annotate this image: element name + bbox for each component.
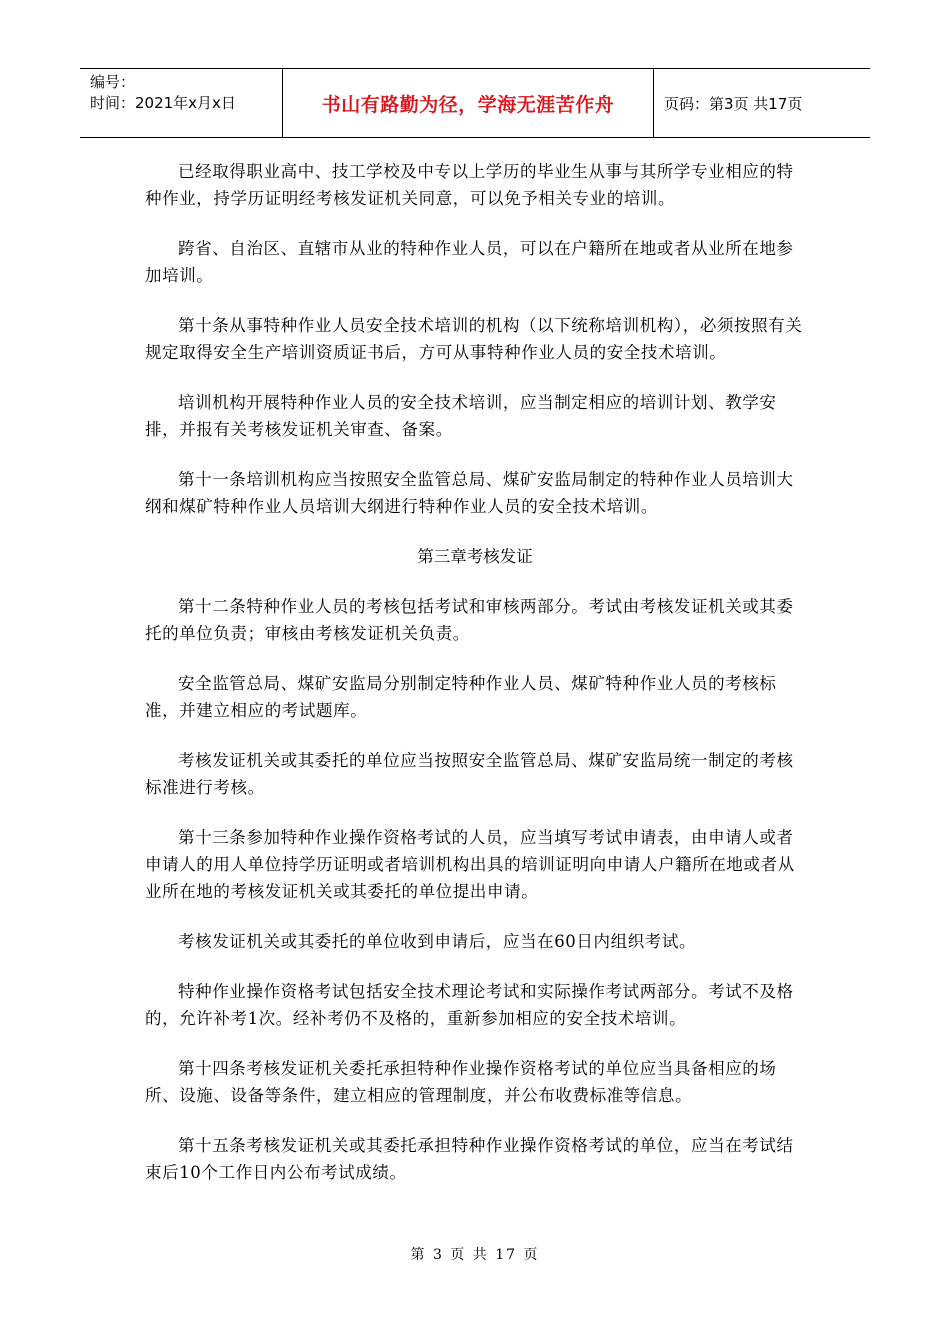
paragraph: 第十四条考核发证机关委托承担特种作业操作资格考试的单位应当具备相应的场所、设施、设备等条件，建立相应的管理制度，并公布收费标准等信息。 (145, 1059, 777, 1105)
paragraph: 第十五条考核发证机关或其委托承担特种作业操作资格考试的单位，应当在考试结束后10个工作日内公布考试成绩。 (145, 1136, 794, 1182)
header-motto-cell (282, 69, 654, 137)
paragraph: 第十二条特种作业人员的考核包括考试和审核两部分。考试由考核发证机关或其委托的单位负责；审核由考核发证机关负责。 (145, 597, 794, 643)
paragraph: 考核发证机关或其委托的单位收到申请后，应当在60日内组织考试。 (178, 932, 697, 951)
document-body (145, 158, 805, 1209)
paragraph: 培训机构开展特种作业人员的安全技术培训，应当制定相应的培训计划、教学安排，并报有关考核发证机关审查、备案。 (145, 393, 777, 439)
paragraph: 考核发证机关或其委托的单位应当按照安全监管总局、煤矿安监局统一制定的考核标准进行考核。 (145, 751, 794, 797)
page-header (80, 68, 870, 138)
page-info-text: 页码：第3页 共17页 (664, 94, 803, 113)
paragraph: 第十三条参加特种作业操作资格考试的人员，应当填写考试申请表，由申请人或者申请人的用人单位持学历证明或者培训机构出具的培训证明向申请人户籍所在地或者从业所在地的考核发证机关或其委托的单位提出申请。 (145, 828, 795, 901)
paragraph: 已经取得职业高中、技工学校及中专以上学历的毕业生从事与其所学专业相应的特种作业，持学历证明经考核发证机关同意，可以免予相关专业的培训。 (145, 162, 794, 208)
paragraph: 跨省、自治区、直辖市从业的特种作业人员，可以在户籍所在地或者从业所在地参加培训。 (145, 239, 794, 285)
number-label: 编号： (90, 73, 136, 91)
motto-text: 书山有路勤为径，学海无涯苦作舟 (321, 93, 615, 116)
date-label: 时间：2021年x月x日 (90, 94, 236, 112)
header-page-info (654, 69, 870, 137)
page-footer: 第 3 页 共 17 页 (410, 1247, 540, 1263)
header-meta (80, 69, 282, 137)
paragraph: 第十一条培训机构应当按照安全监管总局、煤矿安监局制定的特种作业人员培训大纲和煤矿特种作业人员培训大纲进行特种作业人员的安全技术培训。 (145, 470, 794, 516)
paragraph: 第十条从事特种作业人员安全技术培训的机构（以下统称培训机构），必须按照有关规定取得安全生产培训资质证书后，方可从事特种作业人员的安全技术培训。 (145, 316, 803, 362)
paragraph: 特种作业操作资格考试包括安全技术理论考试和实际操作考试两部分。考试不及格的，允许补考1次。经补考仍不及格的，重新参加相应的安全技术培训。 (145, 982, 794, 1028)
paragraph: 安全监管总局、煤矿安监局分别制定特种作业人员、煤矿特种作业人员的考核标准，并建立相应的考试题库。 (145, 674, 777, 720)
chapter-heading: 第三章考核发证 (417, 547, 533, 566)
